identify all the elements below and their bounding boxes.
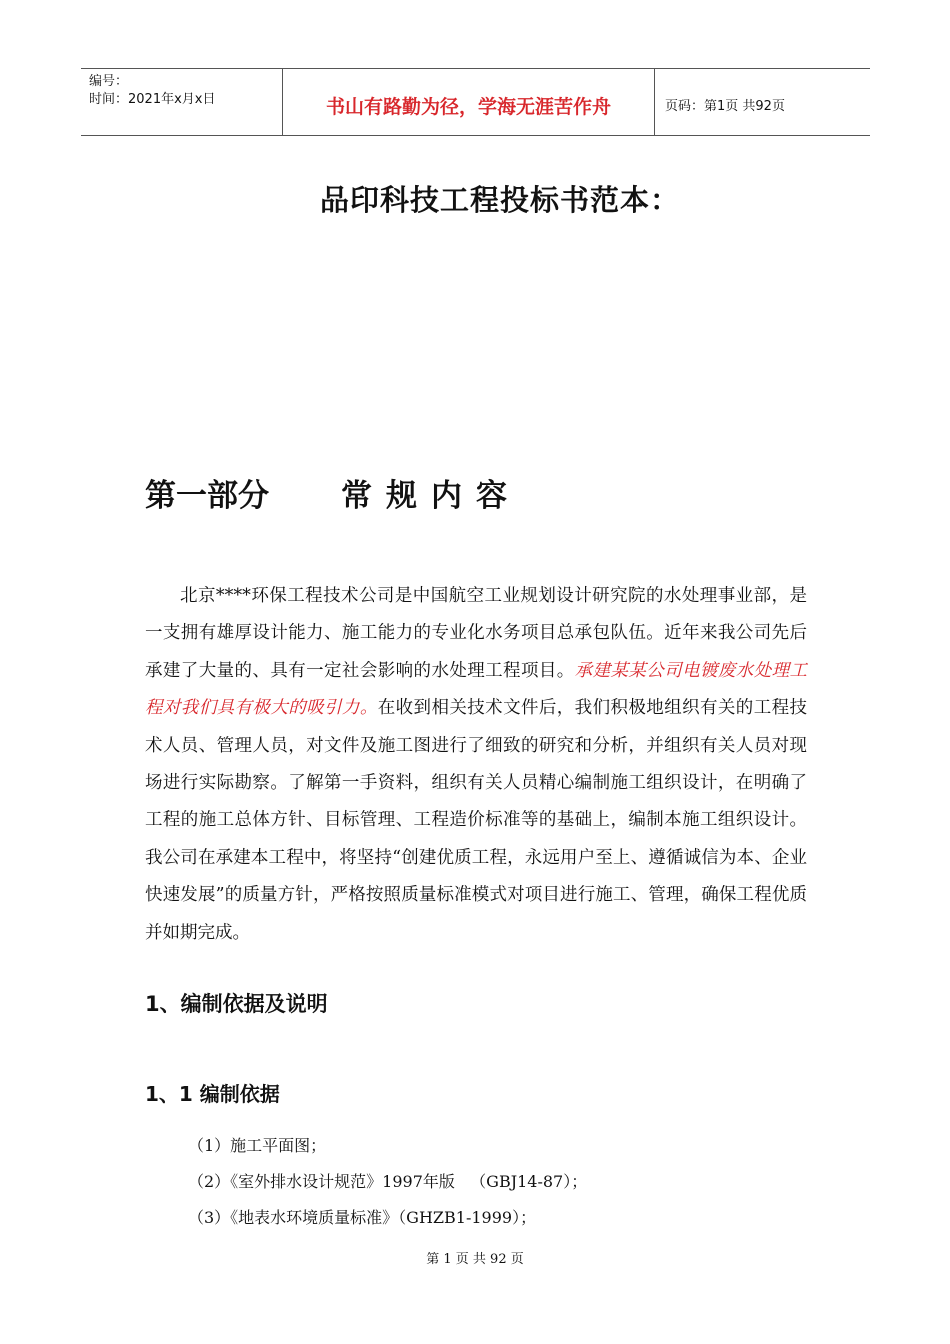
section-heading-1: 1、编制依据及说明 [145, 992, 328, 1016]
page-header-table [81, 68, 870, 136]
part-label: 第一部分 [145, 478, 269, 514]
part-name: 常规内容 [341, 478, 521, 514]
document-title: 品印科技工程投标书范本： [319, 183, 680, 217]
list-item: （3）《地表水环境质量标准》（GHZB1-1999）； [188, 1208, 537, 1227]
number-label: 编号： [89, 74, 129, 89]
header-motto: 书山有路勤为径，学海无涯苦作舟 [282, 69, 655, 135]
part-heading [145, 470, 521, 515]
list-item: （2）《室外排水设计规范》1997年版 （GBJ14-87）； [188, 1172, 588, 1191]
intro-highlight: 承建某某公司电镀废水处理工程对我们具有极大的吸引力。 [145, 660, 808, 719]
intro-text-1: 北京****环保工程技术公司是中国航空工业规划设计研究院的水处理事业部，是一支拥有雄厚设计能力、施工能力的专业化水务项目总承包队伍。近年来我公司先后承建了大量的、具有一定社会影响的水处理工程项目。 [145, 586, 807, 681]
date-label: 时间：2021年x月x日 [89, 92, 216, 107]
basis-list [188, 1128, 587, 1236]
section-heading-1-1: 1、1 编制依据 [145, 1082, 280, 1106]
header-meta-cell [81, 69, 282, 135]
list-item: （1）施工平面图； [188, 1136, 327, 1155]
intro-text-2: 在收到相关技术文件后，我们积极地组织有关的工程技术人员、管理人员，对文件及施工图进行了细致的研究和分析，并组织有关人员对现场进行实际勘察。了解第一手资料，组织有关人员精心编制施工组织设计，在明确了工程的施工总体方针、目标管理、工程造价标准等的基础上，编制本施工组织设计。我公司在承建本工程中，将坚持“创建优质工程，永远用户至上、遵循诚信为本、企业快速发展”的质量方针，严格按照质量标准模式对项目进行施工、管理，确保工程优质并如期完成。 [145, 698, 808, 943]
page-footer: 第 1 页 共 92 页 [426, 1252, 524, 1267]
header-page-info: 页码：第1页 共92页 [665, 98, 785, 114]
intro-paragraph [145, 578, 807, 952]
